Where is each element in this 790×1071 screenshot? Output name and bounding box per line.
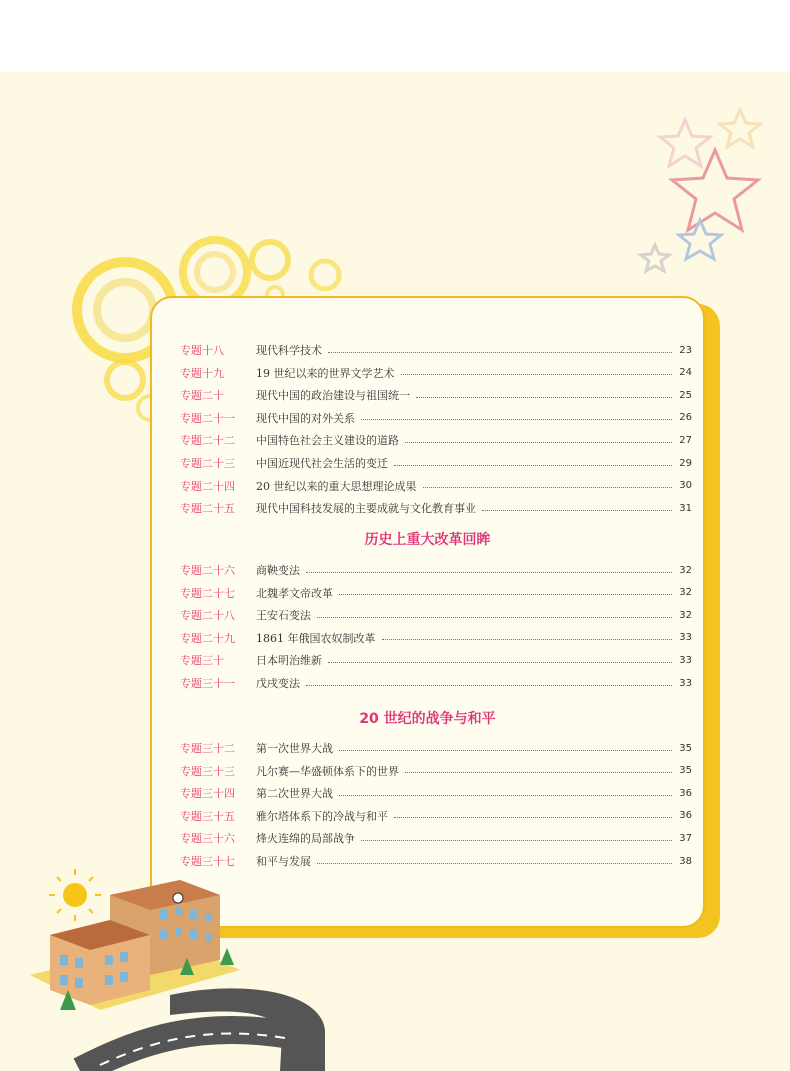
toc-page-number: 30 xyxy=(679,480,692,492)
section-heading-war-peace: 20 世纪的战争与和平 xyxy=(359,711,496,727)
toc-page-number: 36 xyxy=(679,787,692,799)
toc-leader-dots xyxy=(306,572,672,573)
toc-page-number: 35 xyxy=(679,742,692,754)
toc-page-number: 29 xyxy=(679,457,692,469)
toc-title: 和平与发展 xyxy=(256,855,311,868)
toc-leader-dots xyxy=(401,374,673,375)
toc-leader-dots xyxy=(361,419,672,420)
toc-topic-number: 专题二十六 xyxy=(180,564,235,577)
toc-title: 日本明治维新 xyxy=(256,654,322,668)
toc-entry[interactable] xyxy=(180,605,692,625)
toc-title: 中国近现代社会生活的变迁 xyxy=(256,457,388,470)
toc-page-number: 25 xyxy=(679,389,692,401)
toc-leader-dots xyxy=(361,840,672,841)
toc-entry[interactable] xyxy=(180,430,692,450)
star-icon xyxy=(720,110,760,147)
section-heading-reforms: 历史上重大改革回眸 xyxy=(364,532,491,548)
toc-leader-dots xyxy=(339,795,672,796)
toc-entry[interactable] xyxy=(180,783,692,803)
toc-page-number: 37 xyxy=(679,832,692,844)
toc-page-number: 35 xyxy=(679,765,692,777)
toc-topic-number: 专题十九 xyxy=(180,366,224,380)
toc-leader-dots xyxy=(394,817,672,818)
toc-page-number: 24 xyxy=(679,367,692,379)
toc-entry[interactable] xyxy=(180,806,692,826)
toc-topic-number: 专题三十 xyxy=(180,654,224,668)
toc-topic-number: 专题二十二 xyxy=(180,434,235,448)
toc-leader-dots xyxy=(339,594,672,595)
school-building-illustration xyxy=(20,860,340,1071)
toc-topic-number: 专题二十一 xyxy=(180,411,235,425)
toc-title: 王安石变法 xyxy=(256,609,311,623)
toc-title: 现代中国的对外关系 xyxy=(256,411,355,425)
toc-title: 现代科学技术 xyxy=(256,344,322,357)
toc-topic-number: 专题三十三 xyxy=(180,764,235,778)
toc-title: 烽火连绵的局部战争 xyxy=(256,832,355,846)
toc-title: 1861 年俄国农奴制改革 xyxy=(256,631,376,645)
toc-title: 现代中国科技发展的主要成就与文化教育事业 xyxy=(256,502,476,516)
toc-entry[interactable] xyxy=(180,628,692,648)
toc-page-number: 36 xyxy=(679,810,692,822)
toc-leader-dots xyxy=(394,465,672,466)
star-icon xyxy=(641,245,669,271)
toc-page-number: 33 xyxy=(679,632,692,644)
toc-page-number: 23 xyxy=(679,344,692,356)
toc-leader-dots xyxy=(328,352,672,353)
toc-title: 凡尔赛—华盛顿体系下的世界 xyxy=(256,764,399,778)
toc-entry[interactable] xyxy=(180,738,692,758)
toc-entry[interactable] xyxy=(180,453,692,473)
toc-topic-number: 专题三十一 xyxy=(180,677,235,690)
toc-topic-number: 专题二十七 xyxy=(180,586,235,600)
star-icon xyxy=(672,150,758,230)
clock-icon xyxy=(173,893,183,903)
toc-leader-dots xyxy=(328,662,672,663)
toc-entry[interactable] xyxy=(180,340,692,360)
toc-title: 雅尔塔体系下的冷战与和平 xyxy=(256,809,388,823)
toc-title: 第二次世界大战 xyxy=(256,787,333,801)
stars-decoration xyxy=(630,90,790,290)
toc-entry[interactable] xyxy=(180,650,692,670)
sun-icon xyxy=(63,883,87,907)
toc-title: 现代中国的政治建设与祖国统一 xyxy=(256,389,410,403)
toc-leader-dots xyxy=(482,510,672,511)
toc-entry[interactable] xyxy=(180,761,692,781)
toc-topic-number: 专题二十四 xyxy=(180,479,235,493)
toc-entry[interactable] xyxy=(180,828,692,848)
toc-page-number: 33 xyxy=(679,677,692,689)
toc-entry[interactable] xyxy=(180,498,692,518)
toc-entry[interactable] xyxy=(180,363,692,383)
toc-page-number: 38 xyxy=(679,855,692,867)
toc-title: 商鞅变法 xyxy=(256,564,300,577)
toc-title: 第一次世界大战 xyxy=(256,742,333,755)
toc-entry[interactable] xyxy=(180,673,692,693)
toc-page-number: 31 xyxy=(679,502,692,514)
toc-page-number: 33 xyxy=(679,654,692,666)
toc-leader-dots xyxy=(405,772,672,773)
toc-title: 19 世纪以来的世界文学艺术 xyxy=(256,366,395,380)
toc-entry[interactable] xyxy=(180,385,692,405)
toc-leader-dots xyxy=(317,863,672,864)
toc-entry[interactable] xyxy=(180,476,692,496)
toc-leader-dots xyxy=(382,639,673,640)
toc-title: 戊戌变法 xyxy=(256,677,300,690)
toc-title: 北魏孝文帝改革 xyxy=(256,586,333,600)
toc-topic-number: 专题二十九 xyxy=(180,631,235,645)
toc-topic-number: 专题三十七 xyxy=(180,855,235,868)
toc-topic-number: 专题三十四 xyxy=(180,787,235,801)
toc-title: 20 世纪以来的重大思想理论成果 xyxy=(256,479,417,493)
toc-page-number: 26 xyxy=(679,412,692,424)
toc-leader-dots xyxy=(416,397,672,398)
toc-entry[interactable] xyxy=(180,560,692,580)
toc-topic-number: 专题三十五 xyxy=(180,809,235,823)
toc-leader-dots xyxy=(339,750,672,751)
toc-topic-number: 专题三十二 xyxy=(180,742,235,755)
toc-page-number: 32 xyxy=(679,587,692,599)
toc-topic-number: 专题二十 xyxy=(180,389,224,403)
toc-leader-dots xyxy=(317,617,672,618)
toc-entry[interactable] xyxy=(180,583,692,603)
star-icon xyxy=(660,120,710,166)
toc-topic-number: 专题二十八 xyxy=(180,609,235,623)
toc-topic-number: 专题十八 xyxy=(180,344,224,357)
toc-page-number: 27 xyxy=(679,434,692,446)
toc-title: 中国特色社会主义建设的道路 xyxy=(256,434,399,448)
toc-topic-number: 专题二十三 xyxy=(180,457,235,470)
toc-page-number: 32 xyxy=(679,609,692,621)
toc-page-number: 32 xyxy=(679,564,692,576)
toc-leader-dots xyxy=(405,442,672,443)
toc-entry[interactable] xyxy=(180,408,692,428)
toc-leader-dots xyxy=(423,487,673,488)
toc-topic-number: 专题二十五 xyxy=(180,502,235,516)
toc-topic-number: 专题三十六 xyxy=(180,832,235,846)
toc-leader-dots xyxy=(306,685,672,686)
star-icon xyxy=(679,220,721,259)
